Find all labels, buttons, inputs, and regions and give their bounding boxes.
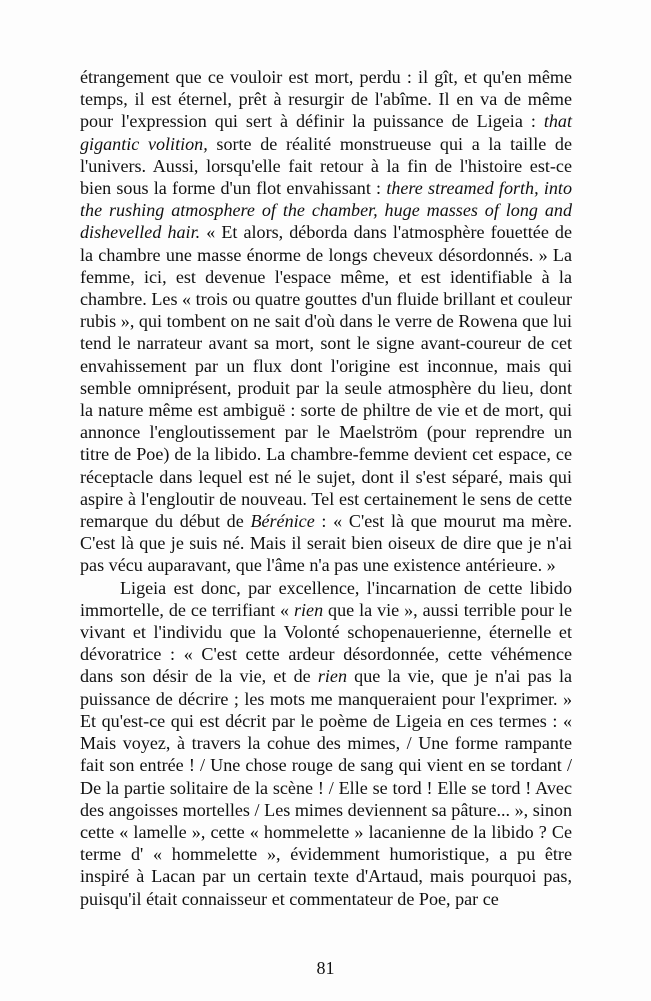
emphasis-rien-2: rien xyxy=(317,666,347,687)
paragraph-1 xyxy=(80,66,572,577)
quote-that-gigantic-volition: that gigantic volition, xyxy=(80,111,572,154)
emphasis-rien-1: rien xyxy=(293,599,324,620)
paragraph-1-text-2: sorte de réalité monstrueuse qui a la taille de l'univers. Aussi, lorsqu'elle fait retour à la fin de l'histoire est-ce bien sous la forme d'un flot envahissant : xyxy=(80,133,572,199)
paragraph-2 xyxy=(80,577,572,910)
paragraph-2-text-3: que la vie, que je n'ai pas la puissance de décrire ; les mots me manqueraient pour l'exprimer. » Et qu'est-ce qui est décrit par le poème de Ligeia en ces termes : « Mais voyez, à travers la cohue des mimes, / Une forme rampante fait son entrée ! / Une chose rouge de sang qui vient en se tordant / De la partie solitaire de la scène ! / Elle se tord ! Elle se tord ! Avec des angoisses mortelles / Les mimes deviennent sa pâture... », sinon cette « lamelle », cette « hommelette » lacanienne de la libido ? Ce terme d' « hommelette », évidemment humoristique, a pu être inspiré à Lacan par un certain texte d'Artaud, mais pourquoi pas, puisqu'il était connaisseur et commentateur de Poe, par ce xyxy=(80,666,572,909)
quote-there-streamed-forth: there streamed forth, into the rushing atmosphere of the chamber, huge masses of long and dishevelled hair. xyxy=(80,178,572,243)
body-text xyxy=(80,66,572,910)
paragraph-2-text-2: que la vie », aussi terrible pour le vivant et l'individu que la Volonté schopenauerienne, éternelle et dévoratrice : « C'est cette ardeur désordonnée, cette véhémence dans son désir de la vie, et de xyxy=(80,599,572,687)
title-berenice: Bérénice xyxy=(250,511,315,532)
paragraph-1-text-1: étrangement que ce vouloir est mort, perdu : il gît, et qu'en même temps, il est éternel, prêt à resurgir de l'abîme. Il en va de même pour l'expression qui sert à définir la puissance de Ligeia : xyxy=(80,67,572,132)
page-number: 81 xyxy=(316,958,335,978)
paragraph-1-text-3: « Et alors, déborda dans l'atmosphère fouettée de la chambre une masse énorme de longs cheveux désordonnés. » La femme, ici, est devenue l'espace même, et est identifiable à la chambre. Les « trois ou quatre gouttes d'un fluide brillant et couleur rubis », qui tombent on ne sait d'où dans le verre de Rowena que lui tend le narrateur avant sa mort, sont le signe avant-coureur de cet envahissement par un flux dont l'origine est inconnue, mais qui semble omniprésent, produit par la seule atmosphère du lieu, dont la nature même est ambiguë : sorte de philtre de vie et de mort, qui annonce l'engloutissement par le Maelström (pour reprendre un titre de Poe) de la libido. La chambre-femme devient cet espace, ce réceptacle dans lequel est né le sujet, dont il s'est séparé, mais qui aspire à l'engloutir de nouveau. Tel est certainement le sens de cette remarque du début de xyxy=(80,222,572,532)
paragraph-1-text-4: : « C'est là que mourut ma mère. C'est là que je suis né. Mais il serait bien oiseux de dire que je n'ai pas vécu auparavant, que l'âme n'a pas une existence antérieure. » xyxy=(80,511,572,576)
paragraph-2-text-1: Ligeia est donc, par excellence, l'incarnation de cette libido immortelle, de ce terrifiant « xyxy=(80,577,572,620)
